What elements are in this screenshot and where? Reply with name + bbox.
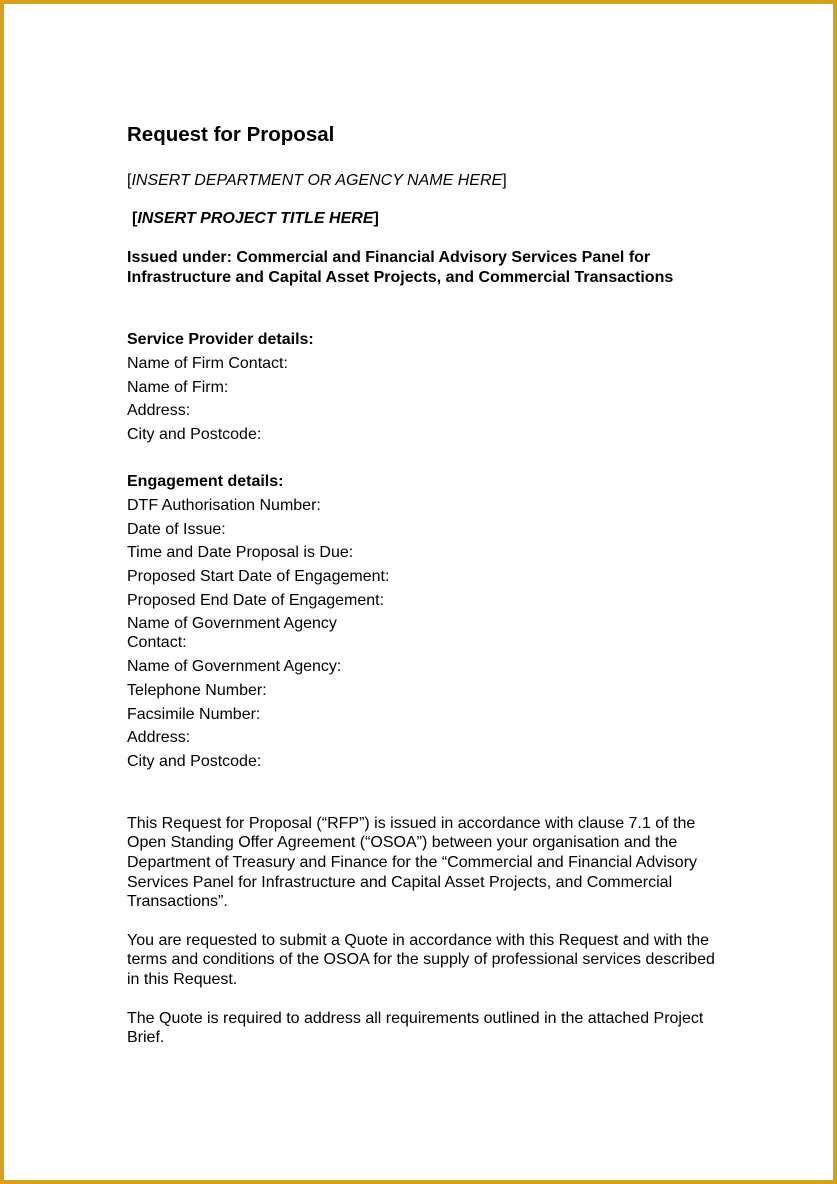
field-date-of-issue: Date of Issue: (127, 520, 226, 538)
service-provider-heading: Service Provider details: (127, 331, 314, 348)
document-body (127, 120, 727, 1048)
field-firm-address: Address: (127, 402, 191, 420)
service-provider-fields (127, 352, 727, 447)
field-end-date: Proposed End Date of Engagement: (127, 591, 385, 609)
engagement-fields (127, 494, 727, 774)
field-agency-name: Name of Government Agency: (127, 658, 342, 676)
field-firm-name: Name of Firm: (127, 378, 229, 396)
paragraph-quote-requirements: The Quote is required to address all requirements outlined in the attached Project Brief. (127, 1009, 704, 1047)
field-dtf-authorisation-number: DTF Authorisation Number: (127, 496, 321, 514)
field-facsimile: Facsimile Number: (127, 705, 261, 723)
project-title-placeholder: [INSERT PROJECT TITLE HERE] (132, 210, 379, 227)
paragraph-rfp-issued: This Request for Proposal (“RFP”) is issued in accordance with clause 7.1 of the Open Standing Offer Agreement (“OSOA”) between your organisation and the Department of Treasury and Finance for the “Commercial and Financial Advisory Services Panel for Infrastructure and Capital Asset Projects, and Commercial Transactions”. (127, 814, 698, 911)
field-firm-contact: Name of Firm Contact: (127, 355, 288, 372)
department-placeholder: [INSERT DEPARTMENT OR AGENCY NAME HERE] (127, 172, 507, 189)
field-start-date: Proposed Start Date of Engagement: (127, 567, 390, 585)
field-proposal-due: Time and Date Proposal is Due: (127, 544, 354, 562)
document-title: Request for Proposal (127, 123, 335, 146)
project-title-placeholder-text: INSERT PROJECT TITLE HERE (137, 210, 374, 227)
field-firm-city-postcode: City and Postcode: (127, 426, 262, 444)
field-agency-city-postcode: City and Postcode: (127, 753, 262, 771)
paragraph-submit-quote: You are requested to submit a Quote in accordance with this Request and with the terms and conditions of the OSOA for the supply of professional services described in this Request. (127, 931, 715, 988)
field-agency-address: Address: (127, 729, 191, 747)
issued-under-statement: Issued under: Commercial and Financial Advisory Services Panel for Infrastructure and Capital Asset Projects, and Commercial Transactions (127, 249, 674, 286)
field-agency-contact: Name of Government Agency Contact: (127, 615, 337, 652)
department-placeholder-text: INSERT DEPARTMENT OR AGENCY NAME HERE (131, 172, 503, 189)
field-telephone: Telephone Number: (127, 682, 267, 700)
engagement-heading: Engagement details: (127, 472, 284, 490)
